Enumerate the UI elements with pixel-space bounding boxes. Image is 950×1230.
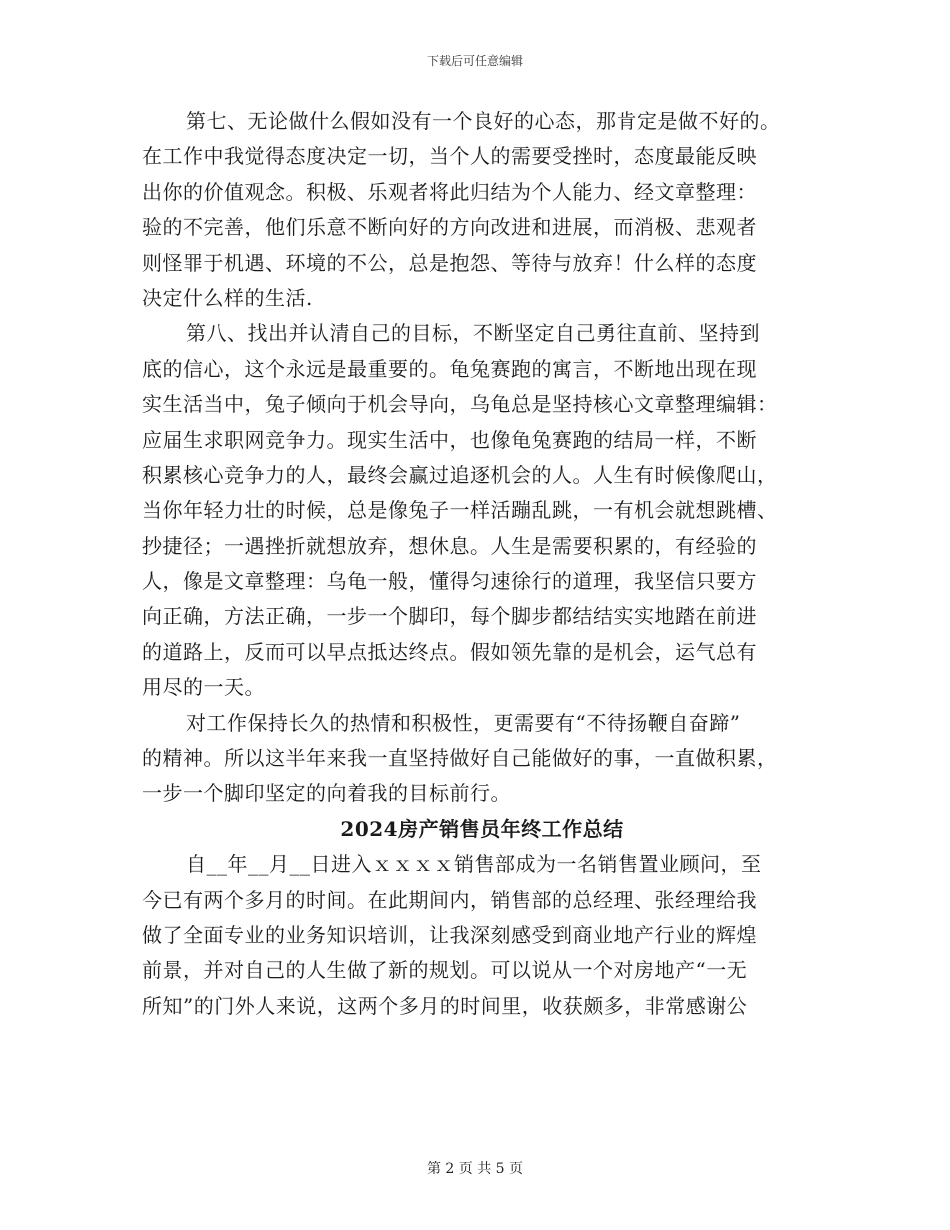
paragraph-line: 验的不完善，他们乐意不断向好的方向改进和进展，而消极、悲观者	[142, 215, 757, 240]
paragraph-line: 则怪罪于机遇、环境的不公，总是抱怨、等待与放弃！什么样的态度	[142, 250, 757, 275]
paragraph-line: 在工作中我觉得态度决定一切，当个人的需要受挫时，态度最能反映	[142, 144, 757, 169]
paragraph-line: 用尽的一天。	[142, 675, 265, 700]
paragraph-line: 当你年轻力壮的时候，总是像兔子一样活蹦乱跳，一有机会就想跳槽、	[142, 498, 778, 523]
paragraph-line: 自__年__月__日进入ｘｘｘｘ销售部成为一名销售置业顾问，至	[186, 852, 762, 877]
paragraph-line: 底的信心，这个永远是最重要的。龟兔赛跑的寓言，不断地出现在现	[142, 356, 757, 381]
paragraph-line: 抄捷径；一遇挫折就想放弃，想休息。人生是需要积累的，有经验的	[142, 533, 757, 558]
page-header: 下载后可任意编辑	[426, 54, 523, 68]
paragraph-line: 所知”的门外人来说，这两个多月的时间里，收获颇多，非常感谢公	[142, 993, 748, 1018]
paragraph-line: 应届生求职网竞争力。现实生活中，也像龟兔赛跑的结局一样，不断	[142, 427, 757, 452]
paragraph-line: 对工作保持长久的热情和积极性，更需要有“不待扬鞭自奋蹄”	[186, 710, 741, 735]
section-title: 2024房产销售员年终工作总结	[340, 816, 624, 841]
paragraph-line: 的道路上，反而可以早点抵达终点。假如领先靠的是机会，运气总有	[142, 639, 757, 664]
paragraph-line: 第七、无论做什么假如没有一个良好的心态，那肯定是做不好的。	[186, 109, 781, 133]
page-footer: 第 2 页 共 5 页	[426, 1161, 524, 1177]
paragraph-line: 前景，并对自己的人生做了新的规划。可以说从一个对房地产“一无	[142, 958, 748, 983]
paragraph-line: 积累核心竞争力的人，最终会赢过追逐机会的人。人生有时候像爬山，	[142, 462, 778, 487]
document-body	[142, 104, 802, 1024]
paragraph-line: 的精神。所以这半年来我一直坚持做好自己能做好的事，一直做积累，	[142, 746, 778, 771]
paragraph-line: 实生活当中，兔子倾向于机会导向，乌龟总是坚持核心文章整理编辑：	[142, 392, 778, 417]
paragraph-line: 出你的价值观念。积极、乐观者将此归结为个人能力、经文章整理：	[142, 179, 757, 204]
paragraph-line: 一步一个脚印坚定的向着我的目标前行。	[142, 781, 511, 806]
paragraph-line: 第八、找出并认清自己的目标，不断坚定自己勇往直前、坚持到	[186, 321, 760, 346]
paragraph-line: 向正确，方法正确，一步一个脚印，每个脚步都结结实实地踏在前进	[142, 604, 757, 629]
paragraph-line: 做了全面专业的业务知识培训，让我深刻感受到商业地产行业的辉煌	[142, 922, 757, 947]
paragraph-line: 今已有两个多月的时间。在此期间内，销售部的总经理、张经理给我	[142, 887, 757, 912]
paragraph-line: 决定什么样的生活.	[142, 285, 313, 310]
paragraph-line: 人，像是文章整理：乌龟一般，懂得匀速徐行的道理，我坚信只要方	[142, 569, 757, 594]
